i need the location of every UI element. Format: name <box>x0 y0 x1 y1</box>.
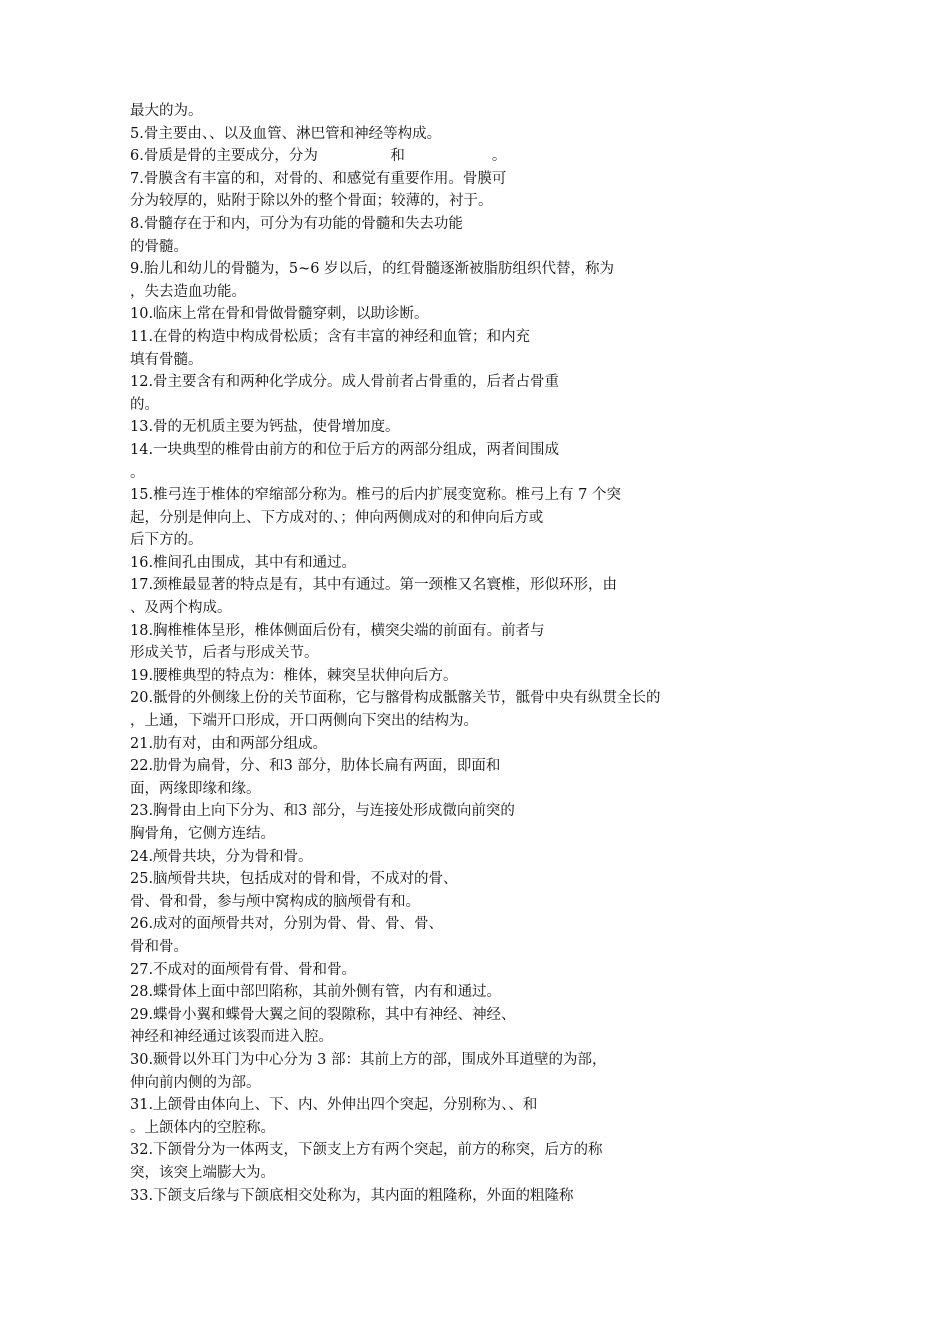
line-text: 27.不成对的面颅骨有 <box>130 961 270 978</box>
text-line <box>130 529 810 552</box>
text-line <box>130 394 810 417</box>
text-line <box>130 733 810 756</box>
line-text: ，贴附于除 <box>202 193 275 210</box>
line-text: ，对骨的 <box>259 170 318 187</box>
line-text: 。 <box>260 826 275 842</box>
line-text: 通过。 <box>457 984 502 1001</box>
line-text: ，上通 <box>130 713 174 730</box>
text-line <box>130 913 810 936</box>
line-text: 18.胸椎椎体呈 <box>130 622 226 639</box>
text-line <box>130 1072 810 1095</box>
line-text: ，外面的粗隆称 <box>472 1187 574 1204</box>
line-text: 。椎弓上有 7 个突 <box>501 487 622 504</box>
line-text: 后下方的 <box>130 532 188 549</box>
line-text: 通过。第一颈椎又名寰椎，形似环形，由 <box>356 577 618 594</box>
line-text: ，后者占骨重 <box>472 374 560 391</box>
line-text: ，失去造血功能。 <box>130 283 246 300</box>
line-text: 骨、 <box>385 916 415 933</box>
line-text: 。椎弓的后内扩展变宽称 <box>341 487 502 504</box>
text-line <box>130 349 810 372</box>
line-text: 两部分组成，两者间围成 <box>399 441 560 458</box>
text-line <box>130 620 810 643</box>
line-text: ，棘突呈 <box>312 667 371 684</box>
line-text: 。上颌体内的空腔称 <box>130 1119 261 1136</box>
line-text: 20.骶骨的外侧缘上份的关节面称 <box>130 690 342 707</box>
line-text: ，5~6 岁以后， <box>274 261 383 278</box>
line-text: ，它与髂骨构成骶髂关节，骶骨中央有纵贯全长的 <box>341 690 661 707</box>
line-text: 骨，不成对的 <box>341 871 429 888</box>
line-text: 31.上颌骨由体向上、下、内、外伸出四个突起，分别称为 <box>130 1097 502 1114</box>
line-text: 面，两缘即 <box>130 780 203 797</box>
text-line <box>130 710 810 733</box>
line-text: 和 <box>216 215 231 232</box>
line-text: 两部分组成。 <box>240 735 328 752</box>
text-line <box>130 552 810 575</box>
line-text: 。前者与 <box>486 622 545 639</box>
line-text: 骨，参与颅中窝构成的脑颅骨有 <box>188 893 391 910</box>
line-text: 神经通过该裂而进入 <box>173 1029 304 1046</box>
text-line <box>130 846 810 869</box>
line-text: 最大的为 <box>130 103 188 119</box>
line-text: 部。 <box>231 1074 261 1091</box>
line-text: 30.颞骨以外耳门为中心分为 3 部：其前上方的 <box>130 1051 433 1068</box>
worksheet-text <box>130 100 810 1207</box>
line-text: 、 <box>201 125 210 142</box>
line-text: 。 <box>188 532 203 549</box>
line-text: 形成关节，后者与 <box>130 645 246 662</box>
line-text: 构成。 <box>188 600 232 617</box>
text-line <box>130 416 810 439</box>
line-text: 14.一块典型的椎骨由前方的 <box>130 441 313 458</box>
line-text: 状 <box>370 667 386 684</box>
line-text: 6.骨质是骨的主要成分，分为 和 。 <box>130 148 507 165</box>
line-text: 部， <box>577 1051 607 1068</box>
line-text: 骨和 <box>225 306 255 323</box>
line-text: 缘。 <box>231 780 261 797</box>
text-line <box>130 123 810 146</box>
line-text: 13.骨的无机质主要为钙盐，使骨增加 <box>130 419 371 436</box>
line-text: 和 <box>245 170 260 187</box>
line-text: 起，分别是伸向上、下方成对的 <box>130 509 333 526</box>
line-text: 7.骨膜含有丰富的 <box>130 170 246 187</box>
line-text: 骨和 <box>298 961 328 978</box>
text-line <box>130 1094 810 1117</box>
line-text: 8.骨髓存在于 <box>130 215 217 232</box>
text-line <box>130 303 810 326</box>
line-text: 度。 <box>370 419 400 436</box>
line-text: 。 <box>478 193 493 210</box>
line-text: ，下端开口形成 <box>173 713 275 730</box>
line-text: 。 <box>260 1164 275 1181</box>
line-text: 12.骨主要含有 <box>130 374 226 391</box>
text-line <box>130 642 810 665</box>
line-text: 的红骨髓逐渐被脂肪组织代替，称为 <box>382 261 615 278</box>
text-line <box>130 1162 810 1185</box>
line-text: 内，可分为有 <box>230 215 318 232</box>
line-text: 形成关节。 <box>246 645 319 662</box>
line-text: 11.在骨的构造中 <box>130 328 241 345</box>
line-text: ；伸向两侧成对的 <box>340 509 457 526</box>
line-text: ，其中有 <box>298 577 357 594</box>
line-text: 骨。 <box>283 848 313 865</box>
line-text: 与 <box>355 803 370 820</box>
text-line <box>130 800 810 823</box>
line-text: 缘和 <box>202 780 232 797</box>
text-line <box>130 597 810 620</box>
line-text: ，其前外侧有 <box>298 984 386 1001</box>
line-text: 连接处形成微向前突的 <box>369 803 515 820</box>
text-line <box>130 755 810 778</box>
line-text: 突，该突上端膨大为 <box>130 1164 261 1181</box>
text-line <box>130 213 810 236</box>
line-text: 及两个 <box>144 600 188 617</box>
text-line <box>130 439 810 462</box>
line-text: 和位于后方的 <box>312 441 400 458</box>
line-text: 以及血管、淋巴管和神经等构成。 <box>223 125 442 142</box>
line-text: 块，包括成对的 <box>211 871 313 888</box>
line-text: 、 <box>508 1097 523 1114</box>
text-line <box>130 236 810 259</box>
text-line <box>130 959 810 982</box>
text-line <box>130 190 810 213</box>
line-text: 10.临床上常在 <box>130 306 226 323</box>
line-text: 21.肋有 <box>130 735 183 752</box>
line-text: 骨做骨髓穿刺，以助诊断。 <box>254 306 429 323</box>
text-line <box>130 145 810 168</box>
text-line <box>130 462 810 485</box>
text-line <box>130 258 810 281</box>
text-line <box>130 778 810 801</box>
line-text: 含有丰富的神经和血管； <box>327 328 487 345</box>
line-text: 和 <box>486 328 502 345</box>
line-text: 部，围成外耳道壁的为 <box>432 1051 578 1068</box>
line-text: 的 <box>130 396 145 413</box>
text-line <box>130 687 810 710</box>
line-text: 分为较厚的 <box>130 193 203 210</box>
text-line <box>130 936 810 959</box>
line-text: 胸骨角，它侧方连结 <box>130 826 261 842</box>
line-text: 对，分别为 <box>254 916 328 933</box>
line-text: 填有骨髓。 <box>130 351 203 368</box>
line-text: 9.胎儿和幼儿的骨髓为 <box>130 261 275 278</box>
line-text: 。 <box>144 396 159 413</box>
text-line <box>130 100 810 123</box>
line-text: 伸向前内侧的为 <box>130 1074 232 1091</box>
line-text: 22.肋骨为扁骨，分 <box>130 758 255 775</box>
line-text: 24.颅骨共 <box>130 848 197 865</box>
line-text: 3 部分， <box>298 803 356 820</box>
text-line <box>130 1185 810 1208</box>
line-text: 和伸向后方或 <box>456 509 544 526</box>
text-line <box>130 574 810 597</box>
text-line <box>130 507 810 530</box>
line-text: 26.成对的面颅骨共 <box>130 916 255 933</box>
line-text: 骨、 <box>327 916 357 933</box>
line-text: 对，由 <box>182 735 226 752</box>
line-text: 、 <box>317 170 333 187</box>
line-text: 内充 <box>501 328 531 345</box>
line-text: 和 <box>283 803 299 820</box>
line-text: 和 <box>391 893 406 910</box>
line-text: 骨和 <box>159 893 188 910</box>
line-text: 形，椎体侧面后份有 <box>225 622 357 639</box>
text-line <box>130 665 810 688</box>
text-line <box>130 981 810 1004</box>
line-text: 19.腰椎典型的特点为：椎体 <box>130 667 313 684</box>
line-text: 28.蝶骨体上面中部凹陷称 <box>130 984 299 1001</box>
line-text: 3 部分，肋体长扁有两面，即 <box>283 758 472 775</box>
line-text: 。 <box>130 464 145 481</box>
text-line <box>130 1117 810 1140</box>
text-line <box>130 1026 810 1049</box>
text-line <box>130 1004 810 1027</box>
line-text: 骨、 <box>269 961 299 978</box>
text-line <box>130 1049 810 1072</box>
line-text: 骨、 <box>356 916 386 933</box>
text-line <box>130 868 810 891</box>
text-line <box>130 1139 810 1162</box>
text-line <box>130 891 810 914</box>
text-line <box>130 371 810 394</box>
line-text: 5.骨主要由 <box>130 125 202 142</box>
line-text: 骨和 <box>254 848 284 865</box>
line-text: 、 <box>269 803 284 820</box>
line-text: ，横突尖端的前面有 <box>356 622 487 639</box>
line-text: 的 <box>130 238 145 255</box>
line-text: 伸向后方。 <box>385 667 458 684</box>
line-text: ，其中有 <box>370 1006 429 1023</box>
line-text: ，其内面的粗隆称 <box>356 1187 473 1204</box>
line-text: ，开口两侧向下突出的结构为 <box>275 713 464 730</box>
line-text: 神经、 <box>472 1006 516 1023</box>
line-text: 。 <box>463 713 478 730</box>
line-text: 骨。 <box>159 938 188 955</box>
line-text: 和 <box>225 374 241 391</box>
text-line <box>130 823 810 846</box>
line-text: 围成，其中有 <box>211 554 299 571</box>
line-text: 15.椎弓连于椎体的窄缩部分称为 <box>130 487 342 504</box>
line-text: 两种化学成分。成人骨前者占骨重的 <box>240 374 473 391</box>
line-text: 。 <box>405 893 420 910</box>
line-text: 功能的 <box>317 215 362 232</box>
line-text: 29.蝶骨小翼和蝶骨大翼之间的裂隙称 <box>130 1006 371 1023</box>
line-text: 骨和 <box>130 938 159 955</box>
line-text: 25.脑颅骨共 <box>130 871 212 888</box>
line-text: 骨、 <box>414 916 444 933</box>
line-text: 和 <box>225 735 241 752</box>
line-text: 通过。 <box>312 554 357 571</box>
text-line <box>130 326 810 349</box>
line-text: 、 <box>130 600 145 617</box>
line-text: 骨髓和失去 <box>361 215 434 232</box>
line-text: 骨、 <box>130 893 159 910</box>
line-text: 23.胸骨由上向下分为 <box>130 803 270 820</box>
line-text: 以外的整个骨面；较薄的 <box>275 193 435 210</box>
line-text: 面和 <box>471 758 501 775</box>
line-text: 块，分为 <box>196 848 255 865</box>
line-text: 和感觉有重要作用。骨膜可 <box>332 170 507 187</box>
line-text: ，衬于 <box>434 193 478 210</box>
line-text: 和 <box>443 984 458 1001</box>
text-line <box>130 281 810 304</box>
line-text: 、 <box>333 509 341 526</box>
line-text: 和 <box>522 1097 538 1114</box>
line-text: 和 <box>269 758 284 775</box>
text-line <box>130 168 810 191</box>
line-text: 。 <box>188 103 203 119</box>
line-text: 神经和 <box>130 1029 174 1046</box>
line-text: 骨和 <box>312 871 342 888</box>
line-text: 、 <box>254 758 270 775</box>
line-text: 腔。 <box>304 1029 333 1046</box>
line-text: 17.颈椎最显著的特点是有 <box>130 577 299 594</box>
line-text: 骨。 <box>327 961 357 978</box>
text-line <box>130 484 810 507</box>
line-text: 和 <box>298 554 313 571</box>
line-text: 骨、 <box>428 871 458 888</box>
line-text: 、 <box>209 125 224 142</box>
line-text: 33.下颌支后缘与下颌底相交处称为 <box>130 1187 357 1204</box>
line-text: 骨髓。 <box>144 238 188 255</box>
line-text: 16.椎间孔由 <box>130 554 212 571</box>
line-text: 32.下颌骨分为一体两支，下颌支上方有两个突起，前方的称 <box>130 1142 516 1159</box>
line-text: 突，后方的称 <box>515 1142 603 1159</box>
line-text: 功能 <box>433 215 463 232</box>
line-text: 神经、 <box>428 1006 473 1023</box>
line-text: 、 <box>501 1097 509 1114</box>
line-text: 。 <box>260 1119 275 1136</box>
line-text: 管，内有 <box>385 984 444 1001</box>
line-text: 构成骨松质； <box>240 328 328 345</box>
